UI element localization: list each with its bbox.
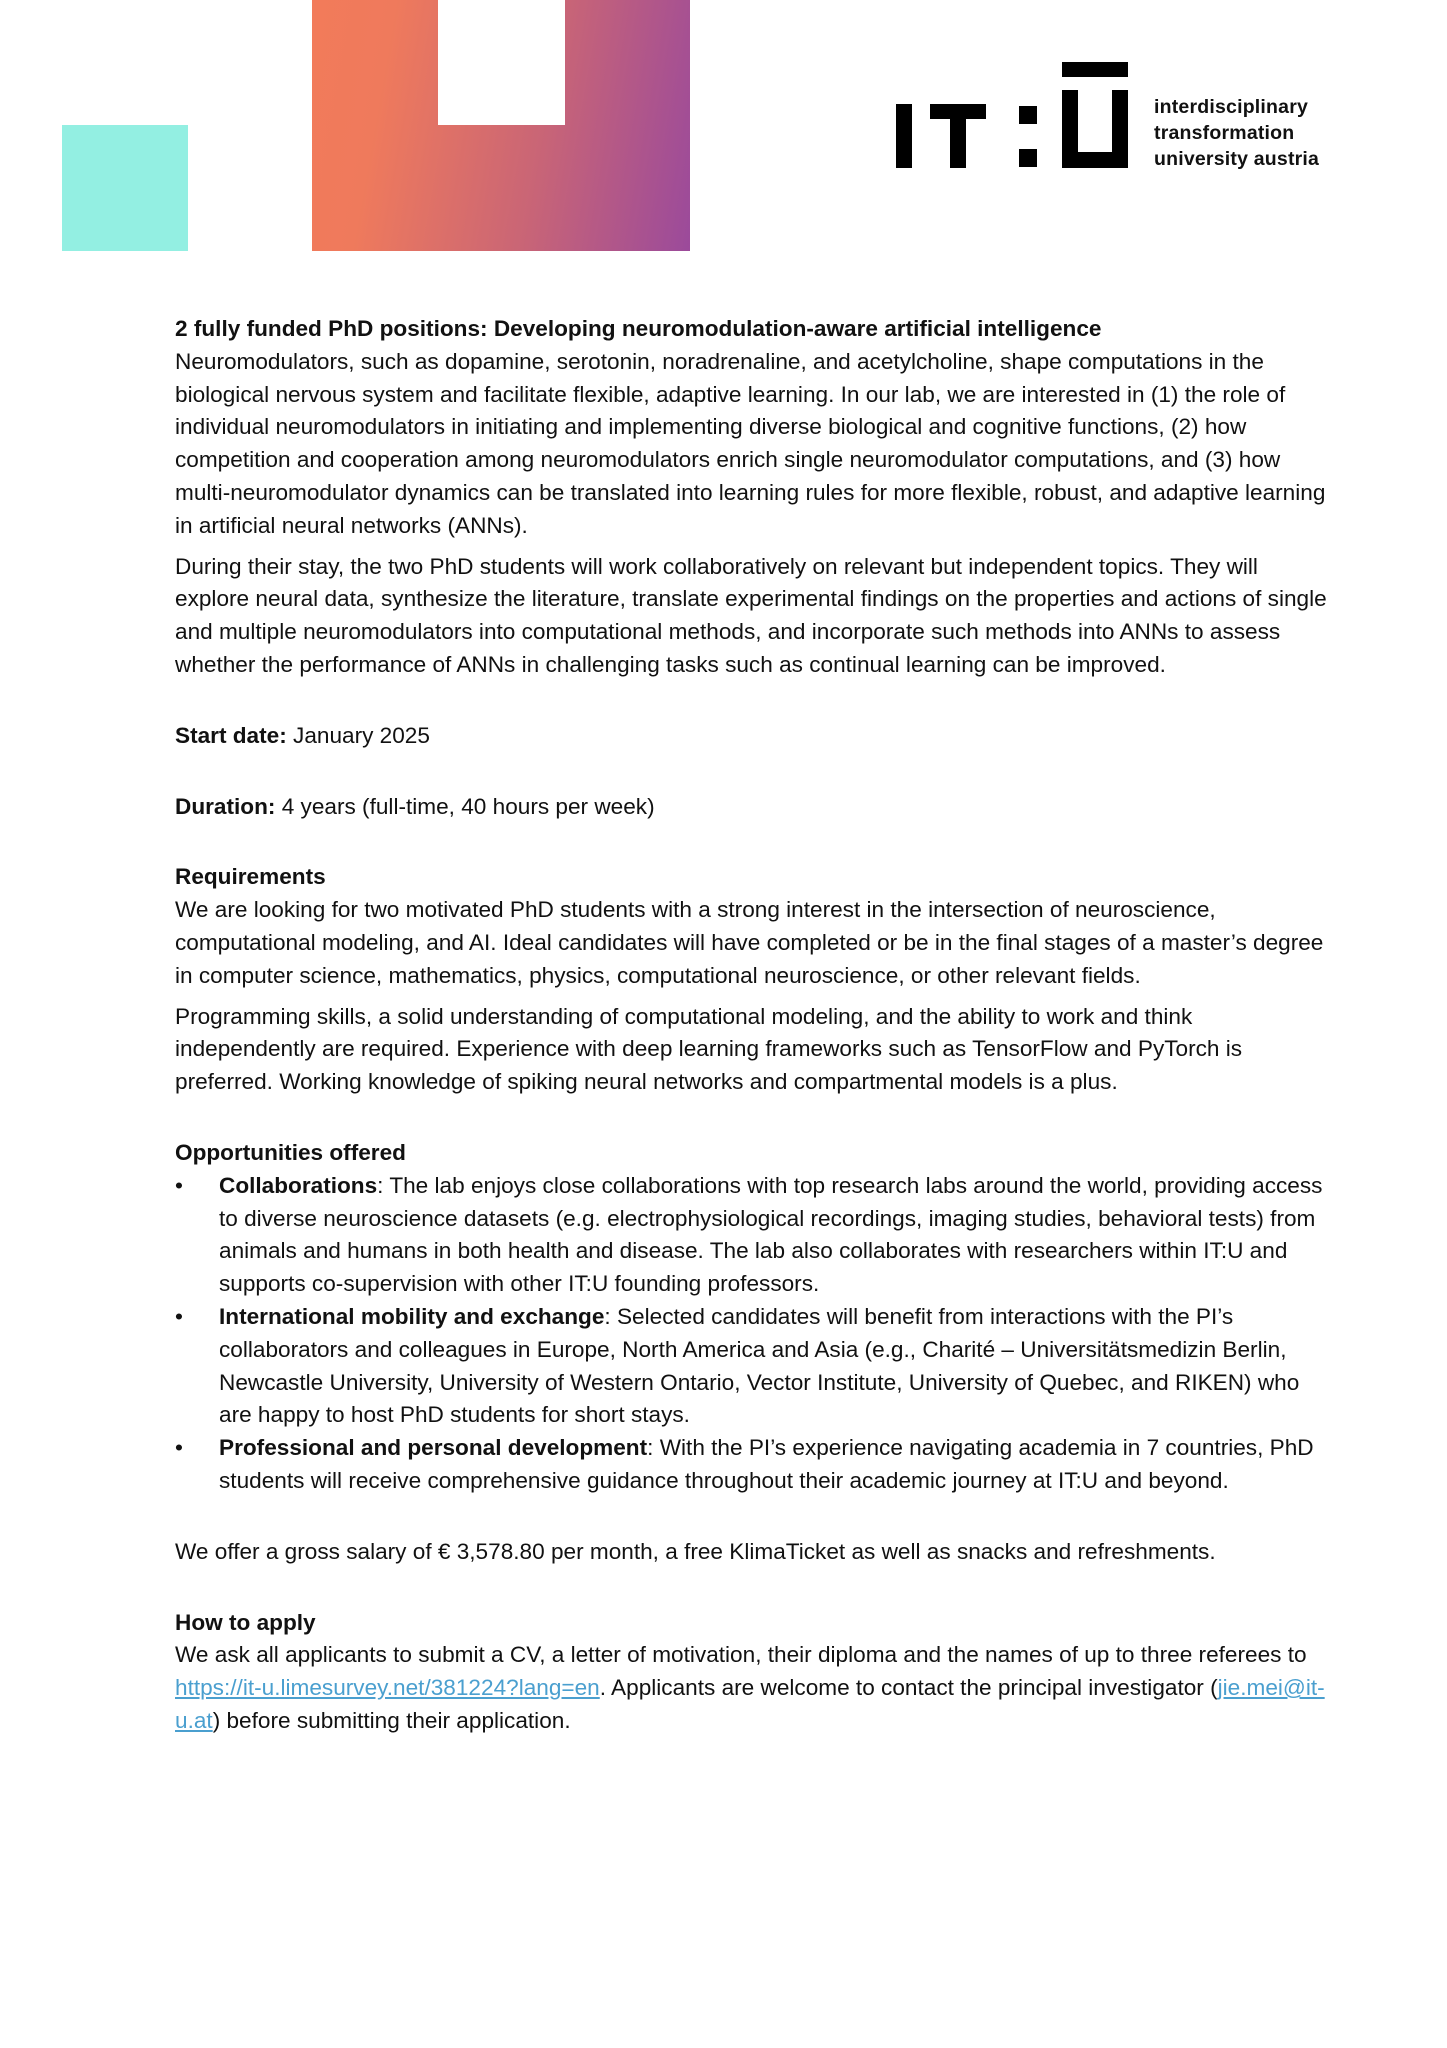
requirements-paragraph-1: We are looking for two motivated PhD students with a strong interest in the intersection of neuroscience, computational modeling, and AI. Ideal candidates will have completed or be in the final stages of a master’s degree in computer science, mathematics, physics, computational neuroscience, or other relevant fields. — [175, 897, 1324, 988]
itu-logo-mark — [896, 62, 1128, 168]
teal-square-decoration — [62, 125, 188, 251]
page-title: 2 fully funded PhD positions: Developing neuromodulation-aware artificial intelligence — [175, 316, 1102, 341]
itu-logo-wordmark — [1154, 94, 1319, 172]
requirements-heading: Requirements — [175, 864, 326, 890]
requirements-paragraph-2: Programming skills, a solid understanding of computational modeling, and the ability to work and think independently are required. Experience with deep learning frameworks such as TensorFlow and PyTorch is preferred. Working knowledge of spiking neural networks and compartmental models is a plus. — [175, 1003, 1243, 1095]
how-to-apply-paragraph — [175, 1639, 1335, 1737]
logo-line-3: university austria — [1154, 148, 1320, 170]
apply-text-3: ) before submitting their application. — [212, 1707, 571, 1733]
opportunities-list — [175, 1170, 1335, 1498]
how-to-apply-heading: How to apply — [175, 1609, 316, 1635]
apply-text-1: We ask all applicants to submit a CV, a letter of motivation, their diploma and the names of up to three referees to — [175, 1642, 1307, 1668]
list-item — [175, 1432, 1335, 1498]
bullet-icon: • — [175, 1303, 183, 1329]
list-item — [175, 1301, 1335, 1432]
start-date-value: January 2025 — [293, 722, 430, 748]
intro-paragraph-2: During their stay, the two PhD students will work collaboratively on relevant but independent topics. They will explore neural data, synthesize the literature, translate experimental findings on the properties and actions of single and multiple neuromodulators into computational methods, and incorporate such methods into ANNs to assess whether the performance of ANNs in challenging tasks such as continual learning can be improved. — [175, 553, 1327, 677]
salary-paragraph: We offer a gross salary of € 3,578.80 per month, a free KlimaTicket as well as snacks and refreshments. — [175, 1538, 1216, 1564]
bullet-icon: • — [175, 1435, 183, 1461]
logo-line-1: interdisciplinary — [1154, 96, 1309, 118]
apply-text-2: . Applicants are welcome to contact the principal investigator ( — [599, 1675, 1218, 1701]
duration-label: Duration: — [175, 793, 276, 819]
email-link[interactable]: jie.mei@it-u.at — [175, 1675, 1325, 1733]
opportunity-title: International mobility and exchange — [219, 1303, 605, 1329]
start-date-label: Start date: — [175, 722, 287, 748]
opportunities-heading: Opportunities offered — [175, 1139, 406, 1165]
opportunity-title: Collaborations — [219, 1172, 378, 1198]
opportunity-text: : The lab enjoys close collaborations with top research labs around the world, providing access to diverse neuroscience datasets (e.g. electrophysiological recordings, imaging studies, behavioral tests) from animals and humans in both health and disease. The lab also collaborates with researchers within IT:U and supports co-supervision with other IT:U founding professors. — [219, 1172, 1323, 1297]
job-posting-body — [175, 313, 1335, 1738]
logo-line-2: transformation — [1154, 122, 1295, 144]
duration — [175, 791, 1335, 824]
opportunity-title: Professional and personal development — [219, 1435, 648, 1461]
duration-value: 4 years (full-time, 40 hours per week) — [281, 793, 655, 819]
bullet-icon: • — [175, 1172, 183, 1198]
start-date — [175, 720, 1335, 753]
survey-link[interactable]: https://it-u.limesurvey.net/381224?lang=en — [175, 1675, 600, 1701]
intro-paragraph-1: Neuromodulators, such as dopamine, serotonin, noradrenaline, and acetylcholine, shape computations in the biological nervous system and facilitate flexible, adaptive learning. In our lab, we are interested in (1) the role of individual neuromodulators in initiating and implementing diverse biological and cognitive functions, (2) how competition and cooperation among neuromodulators enrich single neuromodulator computations, and (3) how multi-neuromodulator dynamics can be translated into learning rules for more flexible, robust, and adaptive learning in artificial neural networks (ANNs). — [175, 348, 1326, 538]
gradient-block-notch — [438, 0, 565, 125]
opportunity-text: : With the PI’s experience navigating academia in 7 countries, PhD students will receive comprehensive guidance throughout their academic journey at IT:U and beyond. — [219, 1435, 1314, 1493]
opportunity-text: : Selected candidates will benefit from interactions with the PI’s collaborators and colleagues in Europe, North America and Asia (e.g., Charité – Universitätsmedizin Berlin, Newcastle University, University of Western Ontario, Vector Institute, University of Quebec, and RIKEN) who are happy to host PhD students for short stays. — [219, 1303, 1300, 1428]
list-item — [175, 1170, 1335, 1301]
